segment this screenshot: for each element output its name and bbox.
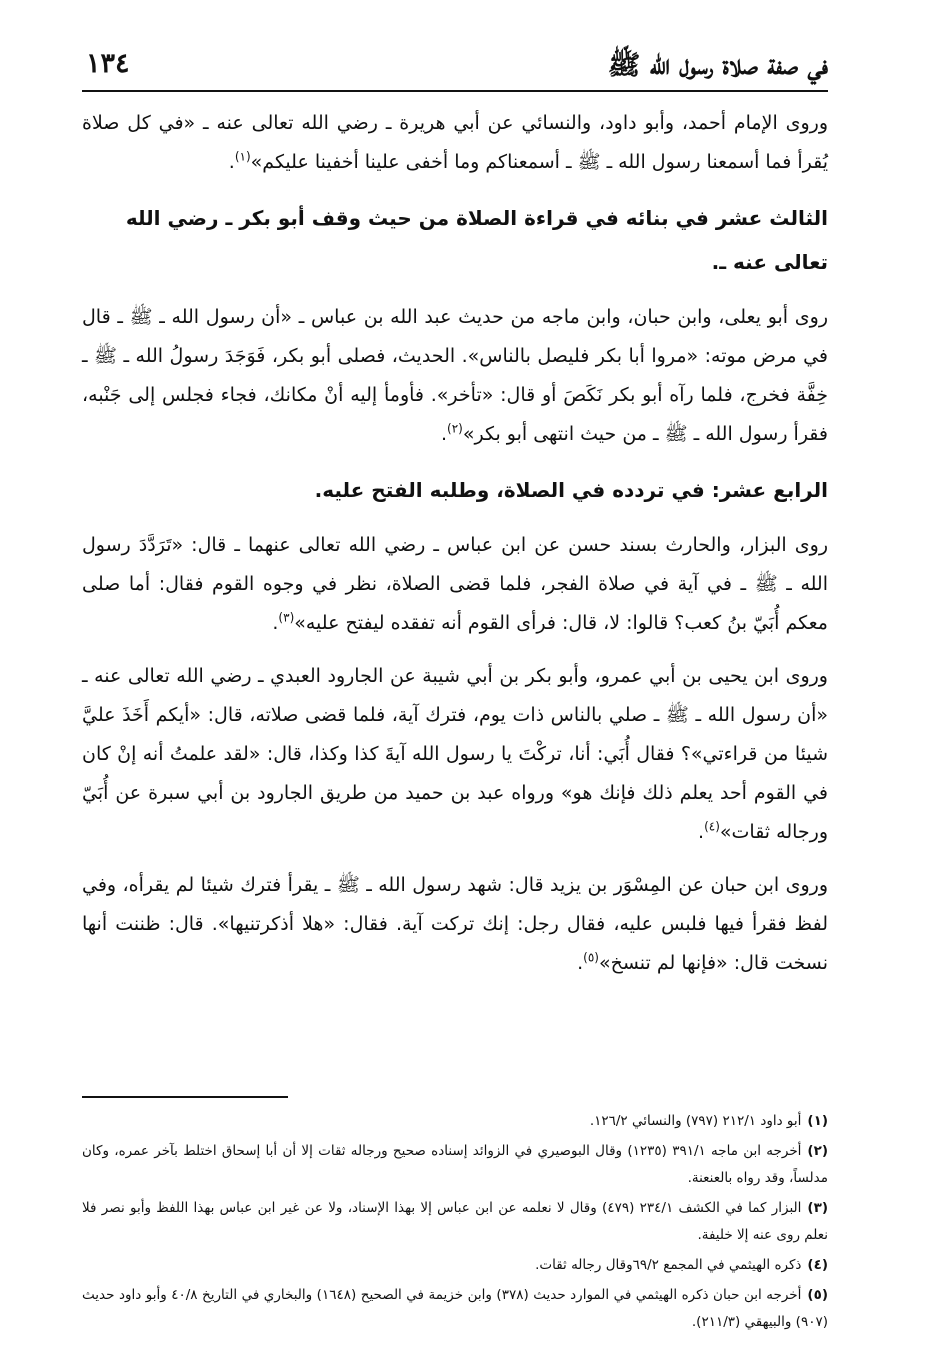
- footnote-number: (٥): [807, 1287, 828, 1303]
- paragraph-end: .: [698, 821, 705, 843]
- section-heading: [82, 468, 828, 512]
- header-title: في صفة صلاة رسول الله ﷺ: [607, 50, 828, 81]
- footnote-text: أبو داود ٢١٢/١ (٧٩٧) والنسائي ١٢٦/٢.: [589, 1113, 802, 1129]
- footnote-number: (١): [807, 1113, 828, 1129]
- paragraph-end: .: [228, 151, 235, 173]
- paragraph: [82, 526, 828, 643]
- footnote-ref: (٢): [447, 421, 463, 436]
- footnote: [82, 1138, 828, 1192]
- paragraph-text: روى البزار، والحارث بسند حسن عن ابن عباس ـ رضي الله تعالى عنهما ـ قال: «تَرَدَّدَ رسول الله ـ ﷺ ـ في آية في صلاة الفجر، فلما قضى الصلاة، نظر في وجوه القوم فقال: أما صلى معكم أُبَيّ بنُ كعب؟ قالوا: لا، قال: فرأى القوم أنه تفقده ليفتح عليه»: [82, 534, 828, 634]
- running-header: [82, 38, 828, 92]
- footnote: [82, 1282, 828, 1336]
- section-heading: [82, 196, 828, 284]
- paragraph-end: .: [440, 423, 448, 445]
- paragraph-text: وروى الإمام أحمد، وأبو داود، والنسائي عن أبي هريرة ـ رضي الله تعالى عنه ـ «في كل صلاة يُقرأ فما أسمعنا رسول الله ـ ﷺ ـ أسمعناكم وما أخفى علينا أخفينا عليكم»: [82, 112, 828, 173]
- footnote-separator: [82, 1096, 288, 1098]
- body-text: [82, 104, 828, 997]
- paragraph-end: .: [272, 612, 279, 634]
- footnote-text: ذكره الهيثمي في المجمع ٦٩/٢وقال رجاله ثقات.: [535, 1257, 802, 1273]
- footnote-ref: (٣): [278, 610, 295, 625]
- footnote: [82, 1195, 828, 1249]
- footnote-ref: (١): [234, 149, 251, 164]
- paragraph-text: روى أبو يعلى، وابن حبان، وابن ماجه من حديث عبد الله بن عباس ـ «أن رسول الله ـ ﷺ ـ قال في مرض موته: «مروا أبا بكر فليصل بالناس». الحديث، فصلى أبو بكر، فَوَجَدَ رسولُ الله ـ ﷺ ـ خِفَّة فخرج، فلما رآه أبو بكر نَكَصَ أو قال: «تأخر». فأومأ إليه أنْ مكانك، فجاء فجلس إلى جَنْبه، فقرأ رسول الله ـ ﷺ ـ من حيث انتهى أبو بكر»: [82, 306, 828, 445]
- book-page: [82, 38, 828, 1328]
- footnotes: [82, 1108, 828, 1339]
- footnote: [82, 1252, 828, 1279]
- paragraph-text: وروى ابن يحيى بن أبي عمرو، وأبو بكر بن أبي شيبة عن الجارود العبدي ـ رضي الله تعالى عنه ـ «أن رسول الله ـ ﷺ ـ صلي بالناس ذات يوم، فترك آية، فلما قضى صلاته، قال: «أيكم أَخَذَ عليَّ شيئا من قراءتي»؟ فقال أُبَي: أنا، تركْتَ يا رسول الله آيةَ كذا وكذا، قال: «لقد علمتُ أنه إنْ كان في القوم أحد يعلم ذلك فإنك هو» ورواه عبد بن حميد من طريق الجارود بن أبي سبرة عن أُبَيّ ورجاله ثقات»: [82, 665, 828, 843]
- paragraph-text: وروى ابن حبان عن المِسْوَر بن يزيد قال: شهد رسول الله ـ ﷺ ـ يقرأ فترك شيئا لم يقرأه، وفي لفظ فقرأ فيها فلبس عليه، فقال رجل: إنك تركت آية. فقال: «هلا أذكرتنيها». قال: ظننت أنها نسخت قال: «فإنها لم تنسخ»: [82, 874, 828, 974]
- footnote-ref: (٥): [583, 950, 599, 965]
- paragraph: [82, 657, 828, 852]
- paragraph: [82, 104, 828, 182]
- footnote: [82, 1108, 828, 1135]
- footnote-text: أخرجه ابن حبان ذكره الهيثمي في الموارد حديث (٣٧٨) وابن خزيمة في الصحيح (١٦٤٨) والبخاري في التاريخ ٤٠/٨ وأبو داود حديث (٩٠٧) والبيهقي (٢١١/٣).: [82, 1287, 828, 1330]
- paragraph: [82, 298, 828, 454]
- paragraph-text: الرابع عشر: في تردده في الصلاة، وطلبه الفتح عليه.: [314, 478, 828, 502]
- footnote-number: (٣): [807, 1200, 828, 1216]
- footnote-number: (٢): [807, 1143, 829, 1159]
- footnote-ref: (٤): [704, 819, 720, 834]
- page-number: ١٣٤: [86, 48, 130, 79]
- paragraph-text: الثالث عشر في بنائه في قراءة الصلاة من حيث وقف أبو بكر ـ رضي الله تعالى عنه ـ.: [125, 206, 828, 274]
- footnote-text: أخرجه ابن ماجه ٣٩١/١ (١٢٣٥) وقال البوصيري في الزوائد إسناده صحيح ورجاله ثقات إلا أن أبا إسحاق اختلط بآخر عمره، وكان مدلساً، وقد رواه بالعنعنة.: [82, 1143, 828, 1186]
- paragraph: [82, 866, 828, 983]
- footnote-text: البزار كما في الكشف ٢٣٤/١ (٤٧٩) وقال لا نعلمه عن ابن عباس إلا بهذا الإسناد، ولا عن غير ابن عباس بهذا اللفظ وأبو نصر فلا نعلم روى عنه إلا خليفة.: [82, 1200, 828, 1243]
- footnote-number: (٤): [807, 1257, 828, 1273]
- paragraph-end: .: [577, 952, 584, 974]
